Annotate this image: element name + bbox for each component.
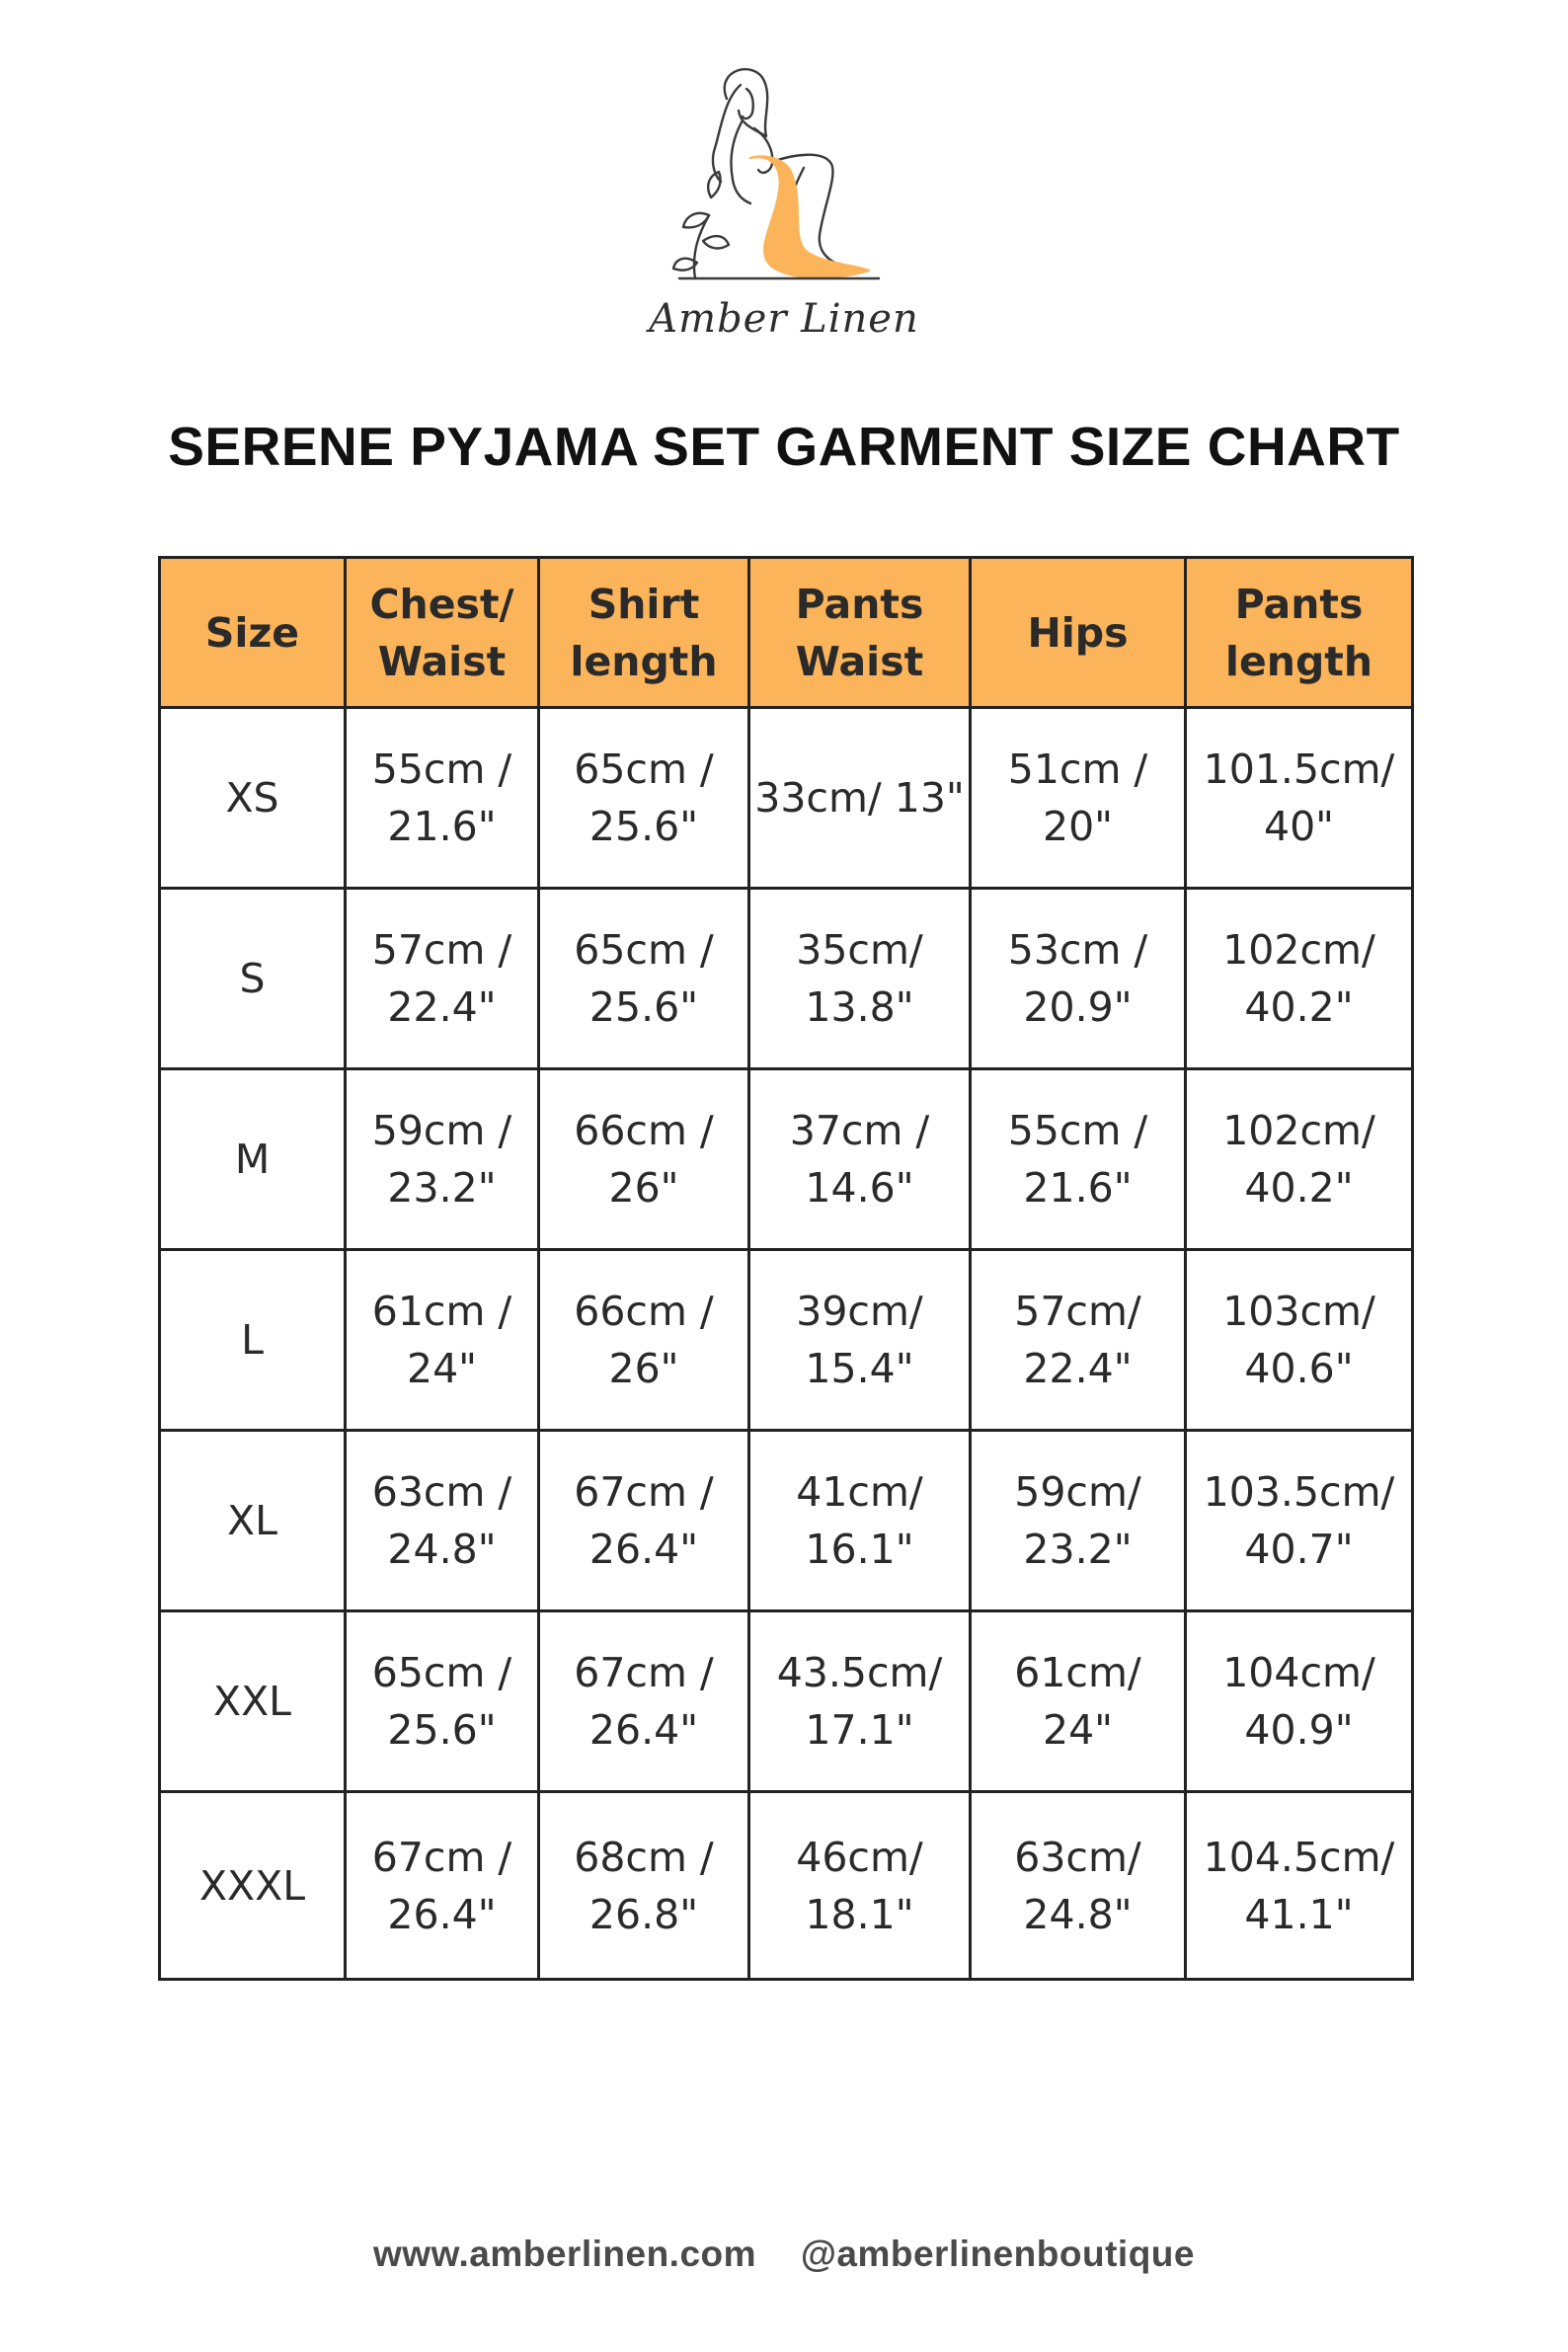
cell-text: 24" (1042, 1706, 1114, 1754)
table-row (160, 1792, 1413, 1980)
cell-text: 25.6" (588, 983, 699, 1031)
cell-text: 55cm / (1007, 1107, 1148, 1154)
cell-text: 40.2" (1244, 1164, 1354, 1212)
cell-text: 40.7" (1244, 1526, 1354, 1573)
measurement-cell (971, 1431, 1186, 1611)
cell-text: 43.5cm/ (776, 1649, 943, 1696)
measurement-cell (971, 1792, 1186, 1980)
cell-text: 26" (608, 1345, 679, 1392)
column-header (539, 558, 749, 708)
cell-text: L (241, 1316, 264, 1364)
cell-text: 15.4" (805, 1345, 914, 1392)
cell-text: 23.2" (1023, 1526, 1133, 1573)
measurement-cell (749, 1250, 971, 1431)
cell-text: 104.5cm/ (1203, 1833, 1395, 1881)
measurement-cell (749, 1792, 971, 1980)
cell-text: 25.6" (588, 803, 699, 850)
table-row (160, 889, 1413, 1069)
measurement-cell (971, 1069, 1186, 1250)
measurement-cell (749, 1611, 971, 1792)
cell-text: 24" (406, 1345, 478, 1392)
measurement-cell (539, 889, 749, 1069)
measurement-cell (539, 708, 749, 889)
cell-text: 55cm / (371, 745, 512, 793)
measurement-cell (1186, 1792, 1413, 1980)
cell-text: 51cm / (1007, 745, 1148, 793)
measurement-cell (346, 889, 539, 1069)
measurement-cell (346, 1069, 539, 1250)
table-row (160, 1611, 1413, 1792)
column-header-text: Pants (795, 580, 924, 628)
cell-text: 59cm/ (1014, 1468, 1141, 1516)
cell-text: 33cm/ 13" (754, 774, 965, 822)
cell-text: 102cm/ (1222, 926, 1375, 974)
measurement-cell (346, 1792, 539, 1980)
column-header-text: Size (204, 608, 300, 657)
measurement-cell (1186, 1250, 1413, 1431)
cell-text: 63cm / (371, 1468, 512, 1516)
cell-text: 65cm / (371, 1649, 512, 1696)
size-label-cell (160, 708, 346, 889)
cell-text: 66cm / (574, 1288, 714, 1335)
cell-text: 65cm / (574, 926, 714, 974)
measurement-cell (971, 889, 1186, 1069)
table-row (160, 708, 1413, 889)
cell-text: 20" (1042, 803, 1114, 850)
column-header-text: Hips (1027, 608, 1129, 657)
cell-text: XL (227, 1497, 277, 1544)
cell-text: 59cm / (371, 1107, 512, 1154)
cell-text: 40.2" (1244, 983, 1354, 1031)
measurement-cell (346, 1431, 539, 1611)
table-row (160, 1431, 1413, 1611)
cell-text: 102cm/ (1222, 1107, 1375, 1154)
cell-text: 53cm / (1007, 926, 1148, 974)
cell-text: XXL (212, 1678, 292, 1725)
size-label-cell (160, 1250, 346, 1431)
cell-text: 41.1" (1244, 1890, 1354, 1938)
table-body (160, 708, 1413, 1980)
cell-text: 21.6" (1023, 1164, 1133, 1212)
cell-text: 40" (1263, 803, 1335, 850)
column-header-text: length (1224, 637, 1373, 685)
cell-text: 26.4" (588, 1526, 699, 1573)
column-header-text: Chest/ (369, 580, 514, 628)
cell-text: 67cm / (574, 1468, 714, 1516)
measurement-cell (539, 1792, 749, 1980)
cell-text: 26.8" (588, 1890, 699, 1938)
measurement-cell (1186, 1431, 1413, 1611)
cell-text: 37cm / (789, 1107, 930, 1154)
cell-text: 21.6" (387, 803, 497, 850)
measurement-cell (539, 1431, 749, 1611)
cell-text: 20.9" (1023, 983, 1133, 1031)
size-label-cell (160, 1431, 346, 1611)
cell-text: XS (225, 774, 279, 822)
cell-text: M (234, 1136, 271, 1183)
cell-text: 40.6" (1244, 1345, 1354, 1392)
cell-text: 103cm/ (1222, 1288, 1375, 1335)
cell-text: 101.5cm/ (1203, 745, 1395, 793)
page-title: SERENE PYJAMA SET GARMENT SIZE CHART (168, 416, 1400, 477)
column-header (749, 558, 971, 708)
cell-text: 61cm / (371, 1288, 512, 1335)
cell-text: 68cm / (574, 1833, 714, 1881)
cell-text: 41cm/ (796, 1468, 923, 1516)
cell-text: 65cm / (574, 745, 714, 793)
cell-text: 67cm / (371, 1833, 512, 1881)
cell-text: 57cm/ (1014, 1288, 1141, 1335)
size-label-cell (160, 889, 346, 1069)
seated-woman-illustration-icon (656, 59, 922, 316)
measurement-cell (749, 1069, 971, 1250)
cell-text: 67cm / (574, 1649, 714, 1696)
cell-text: 26.4" (387, 1890, 497, 1938)
column-header-text: Shirt (588, 580, 700, 628)
cell-text: 57cm / (371, 926, 512, 974)
cell-text: 66cm / (574, 1107, 714, 1154)
measurement-cell (749, 889, 971, 1069)
size-chart-table (158, 556, 1414, 1981)
column-header (160, 558, 346, 708)
cell-text: 13.8" (805, 983, 914, 1031)
measurement-cell (1186, 1611, 1413, 1792)
column-header (346, 558, 539, 708)
measurement-cell (346, 708, 539, 889)
measurement-cell (1186, 889, 1413, 1069)
cell-text: 17.1" (805, 1706, 914, 1754)
measurement-cell (1186, 708, 1413, 889)
cell-text: 103.5cm/ (1203, 1468, 1395, 1516)
cell-text: S (239, 955, 266, 1002)
cell-text: 40.9" (1244, 1706, 1354, 1754)
size-label-cell (160, 1069, 346, 1250)
column-header-text: length (570, 637, 718, 685)
column-header (1186, 558, 1413, 708)
cell-text: 22.4" (1023, 1345, 1133, 1392)
size-label-cell (160, 1611, 346, 1792)
cell-text: 25.6" (387, 1706, 497, 1754)
table-row (160, 1250, 1413, 1431)
measurement-cell (971, 708, 1186, 889)
cell-text: 26" (608, 1164, 679, 1212)
cell-text: 46cm/ (796, 1833, 923, 1881)
measurement-cell (346, 1611, 539, 1792)
measurement-cell (1186, 1069, 1413, 1250)
cell-text: 18.1" (805, 1890, 914, 1938)
cell-text: 39cm/ (796, 1288, 923, 1335)
measurement-cell (749, 1431, 971, 1611)
website-link[interactable]: www.amberlinen.com (373, 2234, 757, 2274)
cell-text: 24.8" (1023, 1890, 1133, 1938)
column-header-text: Waist (377, 637, 507, 685)
cell-text: 22.4" (387, 983, 497, 1031)
social-handle[interactable]: @amberlinenboutique (800, 2234, 1195, 2274)
cell-text: 104cm/ (1222, 1649, 1375, 1696)
cell-text: 16.1" (805, 1526, 914, 1573)
measurement-cell (749, 708, 971, 889)
footer (0, 2234, 1568, 2275)
cell-text: 61cm/ (1014, 1649, 1141, 1696)
table-header-row (160, 558, 1413, 708)
cell-text: 23.2" (387, 1164, 497, 1212)
measurement-cell (539, 1250, 749, 1431)
cell-text: 63cm/ (1014, 1833, 1141, 1881)
column-header-text: Pants (1234, 580, 1364, 628)
measurement-cell (539, 1069, 749, 1250)
cell-text: 26.4" (588, 1706, 699, 1754)
brand-name: Amber Linen (649, 296, 919, 342)
measurement-cell (971, 1250, 1186, 1431)
cell-text: XXXL (198, 1861, 306, 1910)
cell-text: 14.6" (805, 1164, 914, 1212)
size-label-cell (160, 1792, 346, 1980)
measurement-cell (971, 1611, 1186, 1792)
column-header-text: Waist (795, 637, 924, 685)
measurement-cell (346, 1250, 539, 1431)
measurement-cell (539, 1611, 749, 1792)
table-row (160, 1069, 1413, 1250)
column-header (971, 558, 1186, 708)
cell-text: 24.8" (387, 1526, 497, 1573)
cell-text: 35cm/ (796, 926, 923, 974)
